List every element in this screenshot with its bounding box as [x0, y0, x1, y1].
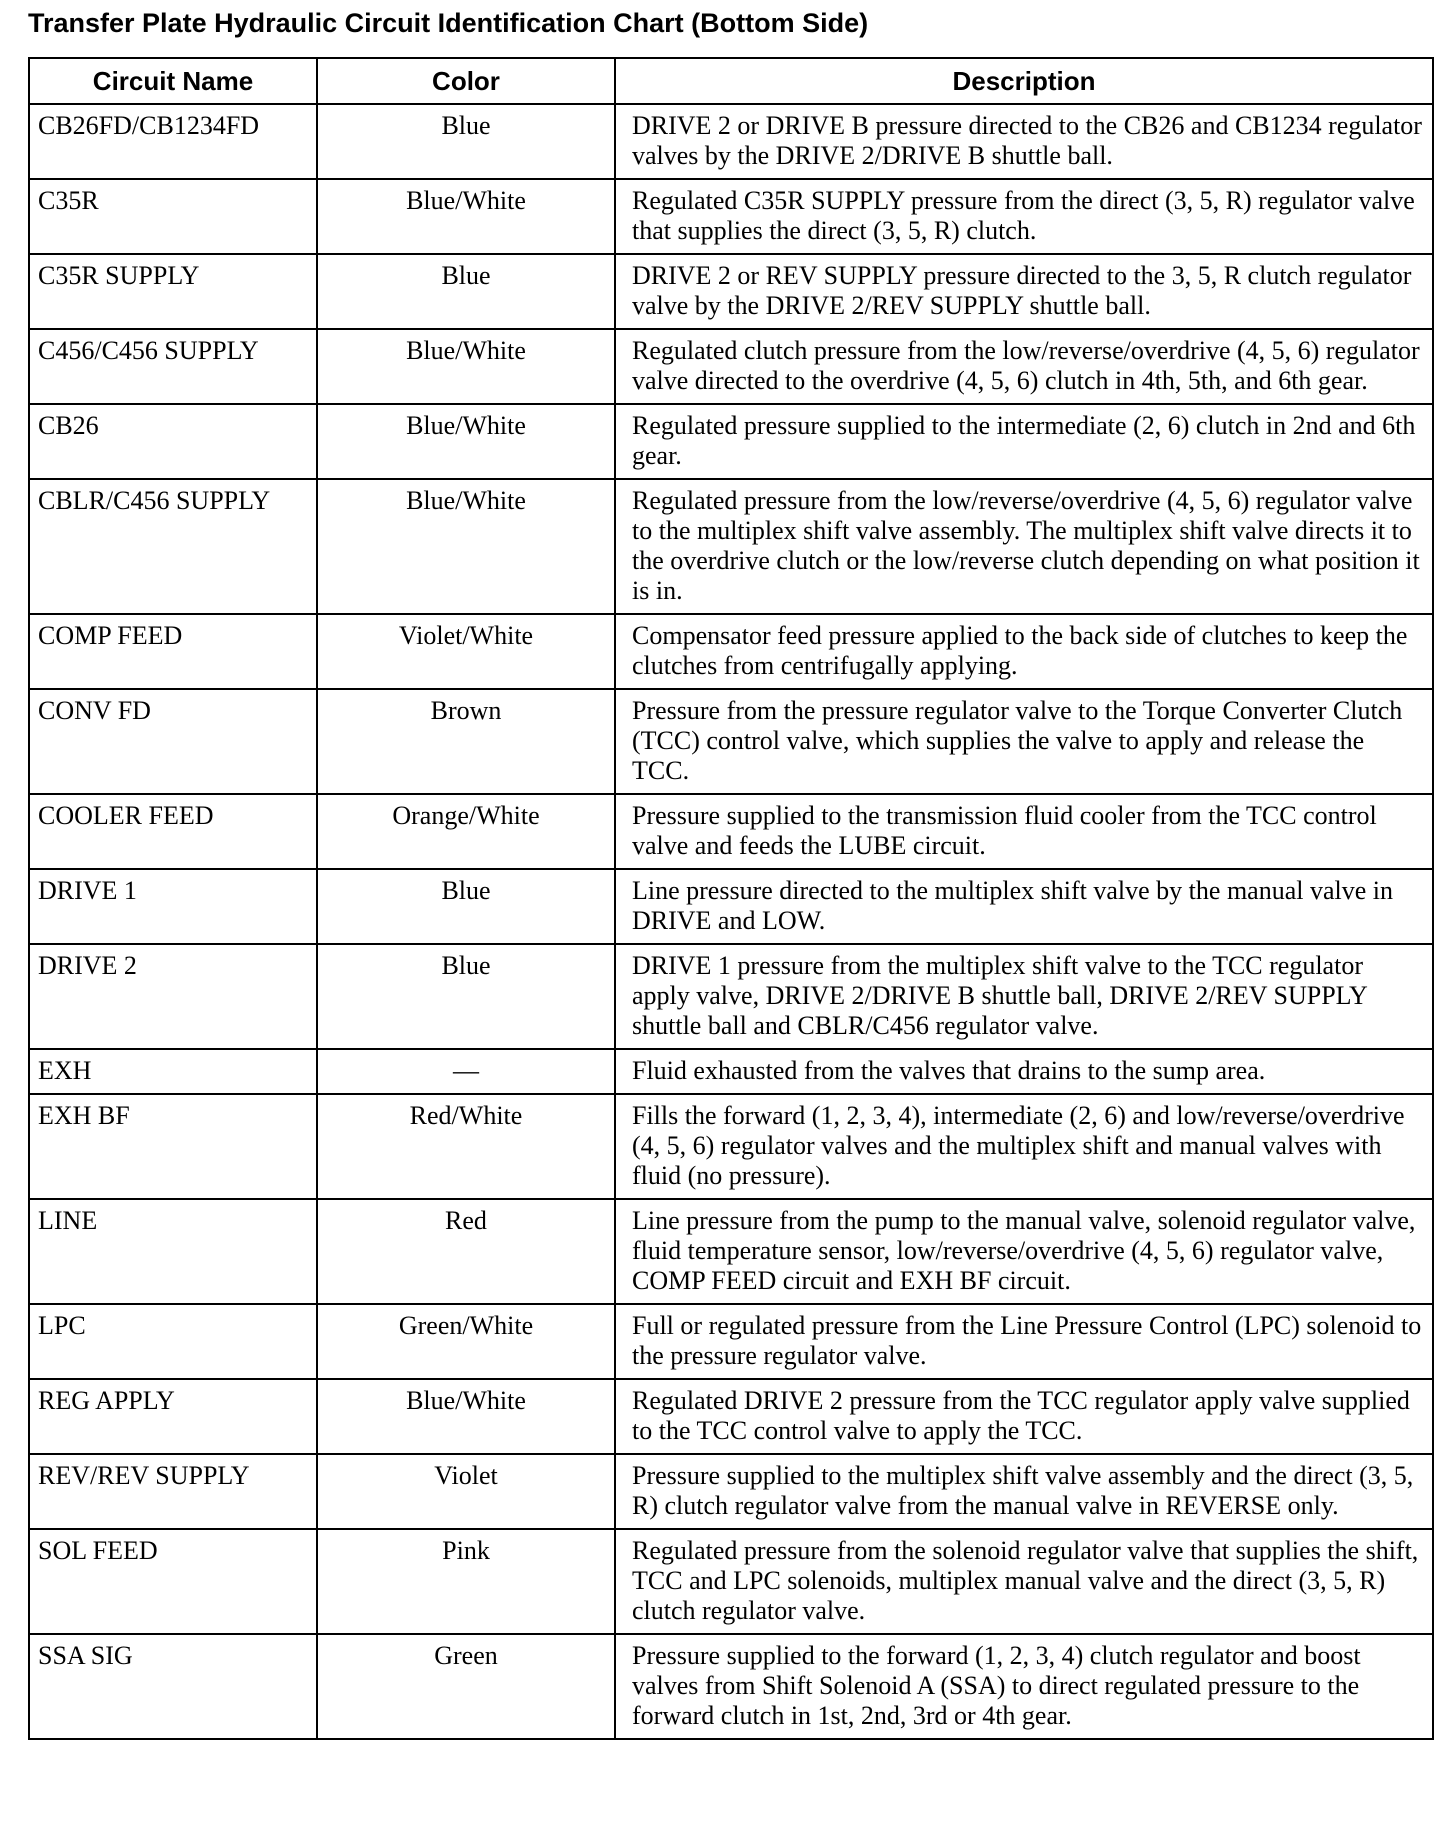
- circuit-description-cell: Pressure supplied to the multiplex shift valve assembly and the direct (3, 5, R) clutch regulator valve from the manual valve in REVERSE only.: [615, 1454, 1433, 1529]
- circuit-description-cell: Line pressure from the pump to the manual valve, solenoid regulator valve, fluid temperature sensor, low/reverse/overdrive (4, 5, 6) regulator valve, COMP FEED circuit and EXH BF circuit.: [615, 1199, 1433, 1304]
- table-row: [29, 1199, 1433, 1304]
- circuit-color-cell: Violet/White: [317, 614, 615, 689]
- circuit-color-cell: Blue: [317, 869, 615, 944]
- circuit-name-cell: CB26: [29, 404, 317, 479]
- circuit-description-cell: Fluid exhausted from the valves that drains to the sump area.: [615, 1049, 1433, 1094]
- circuit-name-cell: REG APPLY: [29, 1379, 317, 1454]
- circuit-description-cell: Fills the forward (1, 2, 3, 4), intermediate (2, 6) and low/reverse/overdrive (4, 5, 6) regulator valves and the multiplex shift and manual valves with fluid (no pressure).: [615, 1094, 1433, 1199]
- column-header-color: Color: [317, 58, 615, 104]
- table-row: [29, 869, 1433, 944]
- circuit-name-cell: DRIVE 2: [29, 944, 317, 1049]
- circuit-color-cell: Blue/White: [317, 479, 615, 614]
- circuit-description-cell: Pressure supplied to the forward (1, 2, 3, 4) clutch regulator and boost valves from Shift Solenoid A (SSA) to direct regulated pressure to the forward clutch in 1st, 2nd, 3rd or 4th gear.: [615, 1634, 1433, 1739]
- circuit-description-cell: Regulated pressure from the solenoid regulator valve that supplies the shift, TCC and LPC solenoids, multiplex manual valve and the direct (3, 5, R) clutch regulator valve.: [615, 1529, 1433, 1634]
- circuit-color-cell: Blue: [317, 944, 615, 1049]
- table-row: [29, 614, 1433, 689]
- circuit-description-cell: Regulated pressure from the low/reverse/overdrive (4, 5, 6) regulator valve to the multiplex shift valve assembly. The multiplex shift valve directs it to the overdrive clutch or the low/reverse clutch depending on what position it is in.: [615, 479, 1433, 614]
- circuit-name-cell: C35R: [29, 179, 317, 254]
- circuit-name-cell: REV/REV SUPPLY: [29, 1454, 317, 1529]
- table-row: [29, 1049, 1433, 1094]
- column-header-description: Description: [615, 58, 1433, 104]
- circuit-name-cell: EXH BF: [29, 1094, 317, 1199]
- circuit-color-cell: —: [317, 1049, 615, 1094]
- circuit-color-cell: Orange/White: [317, 794, 615, 869]
- circuit-color-cell: Blue/White: [317, 329, 615, 404]
- table-row: [29, 329, 1433, 404]
- circuit-color-cell: Green: [317, 1634, 615, 1739]
- circuit-description-cell: DRIVE 2 or DRIVE B pressure directed to the CB26 and CB1234 regulator valves by the DRIVE 2/DRIVE B shuttle ball.: [615, 104, 1433, 179]
- circuit-identification-table: [28, 57, 1434, 1740]
- circuit-name-cell: CB26FD/CB1234FD: [29, 104, 317, 179]
- table-row: [29, 479, 1433, 614]
- circuit-name-cell: DRIVE 1: [29, 869, 317, 944]
- circuit-name-cell: SOL FEED: [29, 1529, 317, 1634]
- circuit-color-cell: Brown: [317, 689, 615, 794]
- table-row: [29, 689, 1433, 794]
- circuit-description-cell: Full or regulated pressure from the Line Pressure Control (LPC) solenoid to the pressure regulator valve.: [615, 1304, 1433, 1379]
- table-row: [29, 1304, 1433, 1379]
- table-row: [29, 254, 1433, 329]
- table-row: [29, 1634, 1433, 1739]
- circuit-color-cell: Violet: [317, 1454, 615, 1529]
- circuit-description-cell: DRIVE 2 or REV SUPPLY pressure directed to the 3, 5, R clutch regulator valve by the DRIVE 2/REV SUPPLY shuttle ball.: [615, 254, 1433, 329]
- table-row: [29, 1379, 1433, 1454]
- circuit-description-cell: Line pressure directed to the multiplex shift valve by the manual valve in DRIVE and LOW.: [615, 869, 1433, 944]
- column-header-circuit-name: Circuit Name: [29, 58, 317, 104]
- table-row: [29, 104, 1433, 179]
- circuit-description-cell: Pressure supplied to the transmission fluid cooler from the TCC control valve and feeds the LUBE circuit.: [615, 794, 1433, 869]
- table-row: [29, 944, 1433, 1049]
- circuit-description-cell: Regulated DRIVE 2 pressure from the TCC regulator apply valve supplied to the TCC control valve to apply the TCC.: [615, 1379, 1433, 1454]
- circuit-name-cell: CBLR/C456 SUPPLY: [29, 479, 317, 614]
- table-row: [29, 1529, 1433, 1634]
- circuit-color-cell: Blue/White: [317, 404, 615, 479]
- circuit-color-cell: Blue: [317, 254, 615, 329]
- circuit-description-cell: DRIVE 1 pressure from the multiplex shift valve to the TCC regulator apply valve, DRIVE 2/DRIVE B shuttle ball, DRIVE 2/REV SUPPLY shuttle ball and CBLR/C456 regulator valve.: [615, 944, 1433, 1049]
- circuit-name-cell: COMP FEED: [29, 614, 317, 689]
- table-body: [29, 104, 1433, 1739]
- circuit-name-cell: LPC: [29, 1304, 317, 1379]
- table-row: [29, 1094, 1433, 1199]
- circuit-description-cell: Regulated clutch pressure from the low/reverse/overdrive (4, 5, 6) regulator valve directed to the overdrive (4, 5, 6) clutch in 4th, 5th, and 6th gear.: [615, 329, 1433, 404]
- table-row: [29, 404, 1433, 479]
- circuit-description-cell: Pressure from the pressure regulator valve to the Torque Converter Clutch (TCC) control valve, which supplies the valve to apply and release the TCC.: [615, 689, 1433, 794]
- circuit-color-cell: Blue/White: [317, 1379, 615, 1454]
- circuit-name-cell: CONV FD: [29, 689, 317, 794]
- circuit-color-cell: Green/White: [317, 1304, 615, 1379]
- circuit-name-cell: SSA SIG: [29, 1634, 317, 1739]
- table-header-row: [29, 58, 1433, 104]
- circuit-description-cell: Compensator feed pressure applied to the back side of clutches to keep the clutches from centrifugally applying.: [615, 614, 1433, 689]
- table-row: [29, 179, 1433, 254]
- circuit-name-cell: C35R SUPPLY: [29, 254, 317, 329]
- circuit-description-cell: Regulated C35R SUPPLY pressure from the direct (3, 5, R) regulator valve that supplies the direct (3, 5, R) clutch.: [615, 179, 1433, 254]
- circuit-description-cell: Regulated pressure supplied to the intermediate (2, 6) clutch in 2nd and 6th gear.: [615, 404, 1433, 479]
- table-row: [29, 1454, 1433, 1529]
- circuit-name-cell: COOLER FEED: [29, 794, 317, 869]
- circuit-color-cell: Blue/White: [317, 179, 615, 254]
- circuit-color-cell: Red: [317, 1199, 615, 1304]
- page-title: Transfer Plate Hydraulic Circuit Identification Chart (Bottom Side): [28, 8, 869, 38]
- circuit-color-cell: Red/White: [317, 1094, 615, 1199]
- circuit-color-cell: Blue: [317, 104, 615, 179]
- circuit-name-cell: EXH: [29, 1049, 317, 1094]
- table-row: [29, 794, 1433, 869]
- circuit-color-cell: Pink: [317, 1529, 615, 1634]
- circuit-name-cell: C456/C456 SUPPLY: [29, 329, 317, 404]
- circuit-name-cell: LINE: [29, 1199, 317, 1304]
